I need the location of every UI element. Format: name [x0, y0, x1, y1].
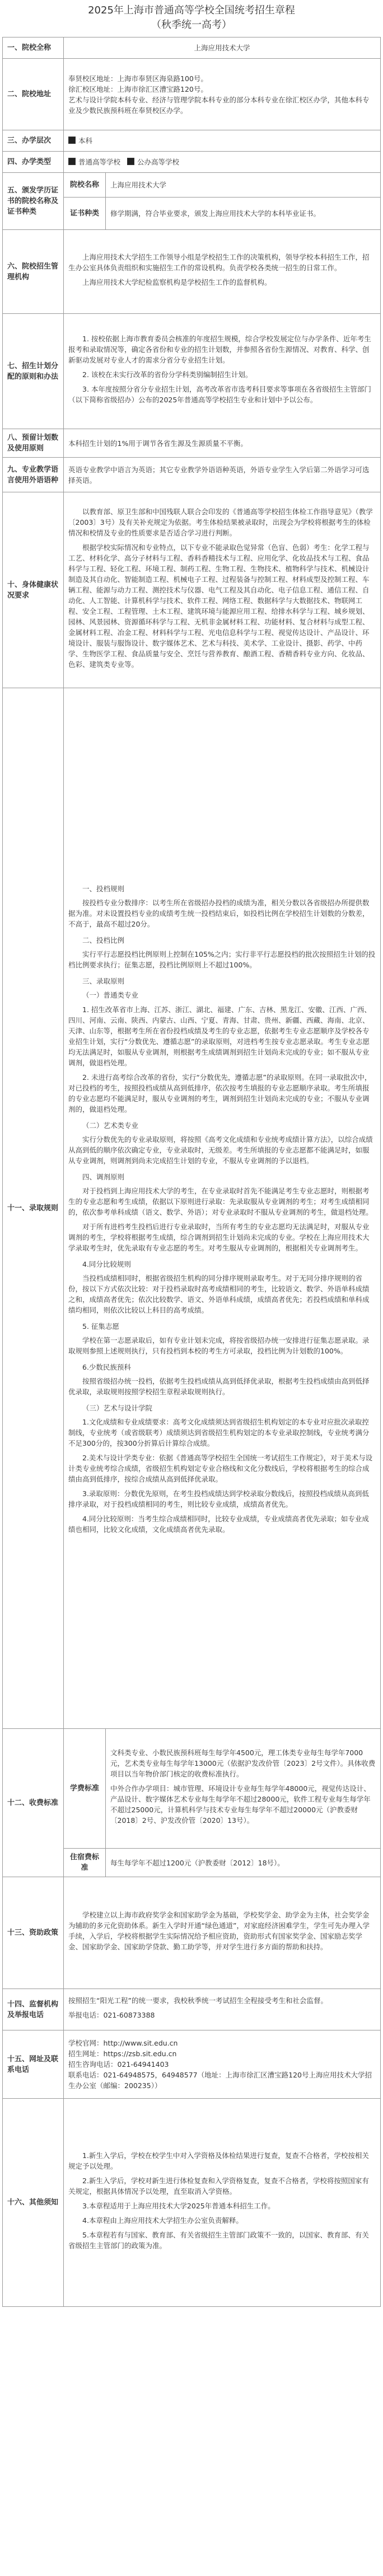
- value-reserved-plan: 本科招生计划的1%用于调节各省生源及生源质量不平衡。: [64, 429, 381, 458]
- rule-paragraph: 当投档成绩相同时，根据省级招生机构的同分排序规则录取考生。对于无同分排序规则的省份，按以下方式依次比较：对于投档录取时高考成绩相同的考生，比较语文、数学、外语单科成绩之和，成绩高者优先；依次比较数学、语文、外语单科成绩，成绩高者优先；若投档成绩和单科成绩均相同，则依次比较以上科目的高考成绩。: [68, 1274, 370, 1314]
- value-tuition: [106, 1729, 381, 1849]
- value-health-requirements: [64, 492, 381, 688]
- label-other-notes: 十六、其他须知: [3, 2099, 64, 2307]
- label-certificate: 五、颁发学历证书的院校名称及证书种类: [3, 173, 64, 230]
- page-title: [0, 0, 383, 37]
- paragraph: 2. 该校在未实行改革的省份分学科类别编制招生计划。: [82, 370, 253, 379]
- rule-paragraph: 1. 招生改革省市上海、江苏、浙江、湖北、福建、广东、吉林、黑龙江、安徽、江西、广西、四川、河南、云南、陕西、内蒙古、山西、宁夏、青海、甘肃、贵州、新疆、西藏、海南、北京、天津、山东等，根据考生所在省份投档成绩及考生的专业志愿，依据考生专业志愿顺序及学校各专业招生计划，实行“分数优先、遵循志愿”的录取原则，对进档考生按专业志愿录取。考生专业志愿均无法满足时，如服从专业调剂，则根据考生成绩调剂到招生计划尚未完成的专业；如不服从专业调剂，做退档处理。: [68, 1005, 371, 1067]
- report-phone[interactable]: 举报电话：021-60873388: [68, 2010, 155, 2019]
- address-line: 奉贤校区地址：上海市奉贤区海泉路100号。: [68, 74, 208, 83]
- label-certificate-type: 证书种类: [64, 198, 106, 230]
- value-supervision: [64, 1989, 381, 2030]
- checked-box-icon: [68, 137, 76, 144]
- label-health-requirements: 十、身体健康状况要求: [3, 492, 64, 688]
- value-financial-aid: [64, 1877, 381, 1989]
- paragraph: 按照招生“阳光工程”的统一要求，我校秋季统一考试招生全程接受考生和社会监督。: [68, 1996, 328, 2005]
- paragraph: 4.本章程由上海应用技术大学招生办公室负责解释。: [82, 2216, 243, 2225]
- paragraph: 根据学校实际情况和专业特点，以下专业不能录取色觉异常（色盲、色弱）考生：化学工程与工艺、材料化学、高分子材料与工程、香料香精技术与工程、应用化学、化妆品技术与工程、食品科学与工程、轻化工程、环境工程、制药工程、生物工程、生物技术、植物科学与技术、机械设计制造及其自动化、智能制造工程、机械电子工程、过程装备与控制工程、材料成型及控制工程、车辆工程、能源与动力工程、测控技术与仪器、电气工程及其自动化、电子信息工程、通信工程、自动化、人工智能、计算机科学与技术、软件工程、网络工程、数据科学与大数据技术、物联网工程、安全工程、工程管理、土木工程、建筑环境与能源应用工程、给排水科学与工程、城乡规划、园林、风景园林、资源循环科学与工程、无机非金属材料工程、功能材料、复合材料与成型工程、金属材料工程、冶金工程、材料科学与工程、光电信息科学与工程、视觉传达设计、产品设计、环境设计、服装与服饰设计、数字媒体艺术、艺术与科技、美术学、工业设计、摄影、药学、中药学、生物医学工程、食品质量与安全、烹饪与营养教育、酿酒工程、香精香料专业方向、化妆品、色彩、建筑类专业等。: [68, 543, 370, 669]
- title-line-1: 2025年上海市普通高等学校全国统考招生章程: [88, 4, 295, 16]
- rule-heading: 5. 征集志愿: [82, 1322, 119, 1331]
- rule-heading: 三、录取原则: [82, 977, 125, 985]
- value-other-notes: [64, 2099, 381, 2307]
- rule-paragraph: 实行平行志愿投档比例原则上控制在105%之内；实行非平行志愿投档的批次按照招生计划的投档比例要求执行；征集志愿，投档比例原则上不超过100%。: [68, 950, 376, 969]
- label-plan-allocation: 七、招生计划分配的原则和办法: [3, 314, 64, 429]
- address-line: 徐汇校区地址：上海市徐汇区漕宝路120号。: [68, 84, 208, 93]
- paragraph: 上海应用技术大学招生工作领导小组是学校招生工作的决策机构，领导学校本科招生工作，招生办公室具体负责组织和实施招生工作的常设机构。负责学校各类统一招生的日常工作。: [68, 253, 370, 272]
- label-dorm-fee: 住宿费标准: [64, 1849, 106, 1877]
- paragraph: 1. 按校依据上海市教育委员会核准的年度招生规模，综合学校发展定位与办学条件、近年考生报考和录取情况等，确定各省份和专业的招生计划数，并参照各省份生源情况、对教育、科学、创新驱动发展对专业人才的需求分省分专业招生计划。: [68, 335, 371, 364]
- value-admissions-office: [64, 230, 381, 314]
- rule-paragraph: 按照省级招办统一投档，依据考生投档成绩从高到低择优录取，根据考生投档成绩由高到低择优录取，录取规则按照学校招生章程录取规则执行。: [68, 1377, 370, 1396]
- phone-line: 招生咨询电话：021-64941403: [68, 2060, 169, 2069]
- value-dorm-fee: 每生每学年不超过1200元（沪教委财〔2012〕18号）。: [106, 1849, 381, 1877]
- rule-paragraph: 按投档专业分数排序：以考生所在省级招办投档的成绩为准，相关分数以各省级招办所提供数据为准。对未设置投档专业的成绩考生统一投档结束后，如投档比例在学校招生计划数的分数差，不高于，最高不超过20分。: [68, 899, 370, 928]
- label-level: 三、办学层次: [3, 130, 64, 152]
- tuition-paragraph: 文科类专业、小数民族预科班每生每学年4500元，理工体类专业每生每学年7000元，艺术类专业每生每学年13000元（依据沪发改价管〔2023〕2号文件）。具体收费项目以当年物价部门核定的收费标准执行。: [110, 1748, 376, 1778]
- value-type: [64, 152, 381, 173]
- paragraph: 以教育部、原卫生部和中国残联人联合会印发的《普通高等学校招生体检工作指导意见》（教学〔2003〕3号）及有关补充规定为依据。考生体检结果被录取时，出现会为学校将根据考生的体检情况和校情及专业的性质要求是否适合学习进行判断。: [68, 507, 373, 537]
- value-issuer-name: 上海应用技术大学: [106, 173, 381, 198]
- row-certificate-name: [3, 173, 381, 198]
- label-reserved-plan: 八、预留计划数及使用原则: [3, 429, 64, 458]
- row-school-name: [3, 37, 381, 59]
- label-issuer-name: 院校名称: [64, 173, 106, 198]
- label-supervision: 十四、监督机构及举报电话: [3, 1989, 64, 2030]
- value-admission-rules: [64, 688, 381, 1729]
- label-admissions-office: 六、院校招生管理机构: [3, 230, 64, 314]
- rule-paragraph: 实行分数优先的专业录取原则，将按照《高考文化成绩和专业统考成绩计算方法》，以综合成绩从高到低的顺序依次确定专业，专业录取时，无级差。考生所填报的专业志愿都不能满足时，如服从专业调剂，则调剂到尚未完成招生计划的专业，不服从专业调剂的予以退档。: [68, 1135, 373, 1165]
- label-teaching-language: 九、专业教学语言使用外语语种: [3, 458, 64, 492]
- rule-heading: 四、调剂原则: [82, 1173, 125, 1181]
- row-admission-rules: [3, 688, 381, 1729]
- value-contact: [64, 2030, 381, 2099]
- rule-paragraph: 对于所有进档考生投档后进行专业录取时，当所有考生的专业志愿均无法满足时，对服从专业调剂的考生，学校将根据考生成绩，综合调剂到招生计划尚未完成的专业。学校在上海应用技术大学录取考生时，优先录取有专业志愿的考生。对考生服从专业调剂的，根据相关专业调剂考生。: [68, 1223, 370, 1252]
- rule-paragraph: 2.美术与设计学类专业：依据《普通高等学校招生全国统一考试招生工作规定》，对于美术与设计类专业统考综合成绩，省级招生机构划定专业合格线和文化分数线后，学校将根据考生的综合成绩由高到低排序，按综合成绩从高到低择优录取。: [68, 1454, 373, 1483]
- rule-heading: （二）艺术类专业: [82, 1121, 139, 1130]
- row-contact: [3, 2030, 381, 2099]
- row-financial-aid: [3, 1877, 381, 1989]
- rule-paragraph: 1.文化成绩和专业成绩要求：高考文化成绩须达到省级招生机构划定的本专业对应批次录取控制线，专业统考（或省级联考）成绩须达到省级招生机构划定的本专业录取控制线，专业统考满分不足300分的，按300分折算后计算综合成绩。: [68, 1418, 370, 1447]
- address-line: 艺术与设计学院本科专业、经济与管理学院本科专业的部分本科专业在徐汇校区办学，其他本科专业及少数民族预科班在奉贤校区办学。: [68, 95, 370, 115]
- checked-box-icon: [68, 158, 76, 165]
- row-supervision: [3, 1989, 381, 2030]
- title-line-2: （秋季统一高考）: [151, 19, 232, 31]
- value-address: [64, 59, 381, 130]
- paragraph: 5.本章程若有与国家、教育部、有关省级招生主管部门政策不一致的，以国家、教育部、有关省级招生主管部门的政策为准。: [68, 2231, 369, 2250]
- row-plan-allocation: [3, 314, 381, 429]
- label-school-name: 一、院校全称: [3, 37, 64, 59]
- label-tuition: 学费标准: [64, 1729, 106, 1849]
- rule-paragraph: 2. 未进行高考综合改革的省份，实行“分数优先，遵循志愿”的录取原则。在同一录取批次中，对已投档的考生，按照投档成绩从高到低排序，依次按考生填报的专业志愿顺序录取。考生所填报的专业志愿均不能满足时，服从专业调剂的考生，调剂到招生计划尚未完成的专业；不服从专业调剂的，做退档处理。: [68, 1073, 372, 1113]
- paragraph: 学校建立以上海市政府奖学金和国家助学金为基础，学校奖学金、助学金为主体，社会奖学金为辅助的多元化资助体系。新生入学时开通“绿色通道”，对家庭经济困难学生，学生可先办理入学手续，入学后，学校将根据学生实际情况给予相应资助，资助形式有国家奖学金、国家励志奖学金、国家助学金、国家助学贷款、勤工助学等，并对学生进行多方面的帮助和扶持。: [68, 1911, 370, 1951]
- type-option-2: 公办高等学校: [137, 158, 179, 166]
- rule-heading: 一、投档规则: [82, 885, 125, 893]
- paragraph: 上海应用技术大学纪检监察机构是学校招生工作的监督机构。: [82, 278, 272, 286]
- rule-heading: （三）艺术与设计学院: [82, 1404, 153, 1412]
- label-contact: 十五、网址及联系电话: [3, 2030, 64, 2099]
- row-tuition: [3, 1729, 381, 1849]
- website-link[interactable]: 学校官网：http://www.sit.edu.cn: [68, 2039, 178, 2047]
- label-type: 四、办学类型: [3, 152, 64, 173]
- rule-paragraph: 学校在第一志愿录取后，如有专业计划未完成，将按省级招办统一安排进行征集志愿录取。录取规则参照上述规则执行，只有投档到本校的考生方可录取，投档比例为计划数的100%。: [68, 1336, 370, 1355]
- value-certificate-type: 修学期满，符合毕业要求，颁发上海应用技术大学的本科毕业证书。: [106, 198, 381, 230]
- phone-line: 联系电话：021-64948575，64948577（地址：上海市徐汇区漕宝路120号上海应用技术大学招生办公室（邮编：200235））: [68, 2071, 372, 2090]
- row-other-notes: [3, 2099, 381, 2307]
- label-address: 二、院校地址: [3, 59, 64, 130]
- row-health-requirements: [3, 492, 381, 688]
- rule-paragraph: 3.录取原则：分数优先原则，在考生投档成绩达到学校录取分数线后，按照投档成绩从高到低排序录取，对于投档成绩相同的考生，则比较专业成绩，成绩高者优先。: [68, 1489, 369, 1508]
- checked-box-icon: [127, 158, 134, 165]
- paragraph: 2.新生入学后，学校对新生进行体检复查和入学资格复查，复查不合格者，学校将按照国家有关规定，根据具体情况予以处理，直至取消入学资格。: [68, 2177, 369, 2196]
- charter-table: [2, 37, 381, 2307]
- row-level: [3, 130, 381, 152]
- value-school-name: 上海应用技术大学: [64, 37, 381, 59]
- label-financial-aid: 十三、资助政策: [3, 1877, 64, 1989]
- tuition-paragraph: 中外合作办学项目：城市管理、环境设计专业每生每学年48000元，视觉传达设计、产品设计、数字媒体艺术专业每生每学年不超过28000元，软件工程专业每生每学年不超过25000元，计算机科学与技术专业每生每学年不超过20000元（沪教委财〔2018〕2号、沪发改价管〔2020〕13号）。: [110, 1784, 371, 1825]
- label-fees: 十二、收费标准: [3, 1729, 64, 1877]
- row-reserved-plan: [3, 429, 381, 458]
- type-option-1: 普通高等学校: [78, 158, 121, 166]
- value-plan-allocation: [64, 314, 381, 429]
- row-type: [3, 152, 381, 173]
- paragraph: 1.新生入学后，学校在校学生中对入学资格及体检结果进行复查，复查不合格者，学校按相关规定予以处理。: [68, 2151, 369, 2170]
- paragraph: 3.本章程适用于上海应用技术大学2025年普通本科招生工作。: [82, 2202, 275, 2210]
- rule-paragraph: 4.同分比较原则：当考生综合成绩相同时，比较专业成绩，专业成绩高者优先录取；如专业成绩也相同，比较文化成绩，文化成绩高者优先录取。: [68, 1515, 369, 1534]
- level-text: 本科: [78, 137, 93, 145]
- value-level: [64, 130, 381, 152]
- rule-paragraph: （一）普通类专业: [82, 991, 139, 999]
- rule-heading: 4.同分比较规则: [82, 1260, 131, 1268]
- value-teaching-language: 英语专业教学中语言为英语；其它专业教学外语语种英语，外语专业学生入学后第二外语学习可选择英语。: [64, 458, 381, 492]
- rule-paragraph: 对于投档到上海应用技术大学的考生，在专业录取时首先不能满足考生专业志愿时，则根据考生的专业志愿和考生成绩，依据以下原则进行录取：先录取服从专业调剂的考生；对考生成绩相同的，依次参考单科成绩（语文、数学、外语）；对专业录取时不服从专业调剂的考生，做退档处理。: [68, 1187, 373, 1216]
- row-admissions-office: [3, 230, 381, 314]
- row-address: [3, 59, 381, 130]
- admissions-link[interactable]: 招生网址：https://zsb.sit.edu.cn: [68, 2049, 177, 2058]
- label-admission-rules: 十一、录取规则: [3, 688, 64, 1729]
- row-teaching-language: [3, 458, 381, 492]
- paragraph: 3. 本年度按照分省分专业招生计划，高考改革省市选考科目要求等事项在各省级招生主管部门（以下简称省级招办）公布的2025年普通高等学校招生专业和计划中予以公布。: [68, 385, 371, 404]
- rule-heading: 二、投档比例: [82, 936, 125, 944]
- rule-heading: 6.少数民族预科: [82, 1363, 131, 1371]
